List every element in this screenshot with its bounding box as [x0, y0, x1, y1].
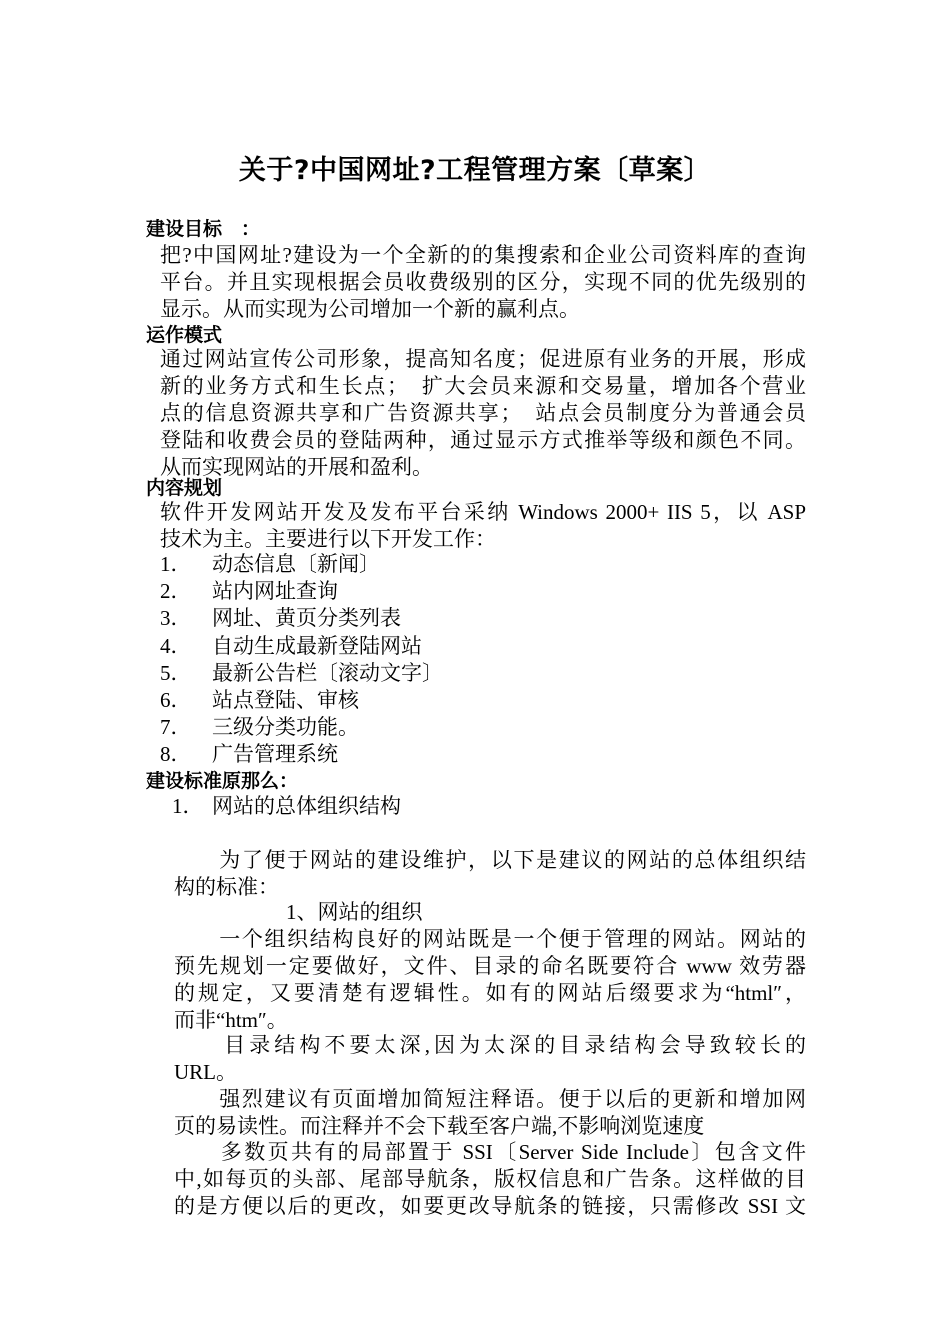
list-item [160, 741, 443, 768]
list-number: 3． [160, 606, 192, 631]
heading-mode: 运作模式 [146, 324, 223, 346]
text-line: 页的易读性。而注释并不会下载至客户端,不影响浏览速度 [174, 1114, 705, 1138]
subheading-text: 1、网站的组织 [286, 900, 423, 924]
content-list [160, 551, 443, 769]
list-text: 自动生成最新登陆网站 [212, 633, 422, 658]
text-line: 新的业务方式和生长点； 扩大会员来源和交易量，增加各个营业 [160, 374, 806, 398]
list-text: 广告管理系统 [212, 742, 338, 767]
list-text: 三级分类功能。 [212, 715, 359, 740]
goal-paragraph [160, 242, 806, 323]
text-line: 显示。从而实现为公司增加一个新的赢利点。 [160, 297, 580, 321]
list-text: 动态信息〔新闻〕 [212, 552, 380, 576]
text-line: URL。 [174, 1060, 237, 1084]
list-item [160, 633, 443, 660]
text-line: 点的信息资源共享和广告资源共享； 站点会员制度分为普通会员 [160, 401, 806, 425]
document-title: 关于?中国网址?工程管理方案〔草案〕 [238, 155, 712, 186]
standard-subheading [286, 899, 686, 926]
list-item [172, 793, 401, 820]
list-number: 5． [160, 660, 192, 685]
list-text: 网站的总体组织结构 [212, 794, 401, 818]
standard-list [172, 793, 401, 820]
list-item [160, 578, 443, 605]
text-line: 为了便于网站的建设维护，以下是建议的网站的总体组织结 [174, 848, 806, 872]
text-line: 从而实现网站的开展和盈利。 [160, 455, 433, 479]
text-line: 而非“htm″。 [174, 1008, 288, 1032]
text-line: 登陆和收费会员的登陆两种，通过显示方式推举等级和颜色不同。 [160, 428, 806, 452]
list-item [160, 605, 443, 632]
heading-content: 内容规划 [146, 477, 223, 499]
list-text: 网址、黄页分类列表 [212, 606, 401, 631]
list-number: 1． [172, 794, 204, 818]
text-line: 通过网站宣传公司形象，提高知名度；促进原有业务的开展，形成 [160, 347, 806, 371]
text-line: 的规定，又要清楚有逻辑性。如有的网站后缀要求为“html″， [174, 981, 806, 1005]
list-item [160, 660, 443, 687]
text-line: 目录结构不要太深,因为太深的目录结构会导致较长的 [174, 1033, 806, 1057]
list-text: 站内网址查询 [212, 579, 338, 604]
list-number: 4． [160, 633, 192, 658]
standard-paragraph-3 [174, 1086, 806, 1140]
list-text: 站点登陆、审核 [212, 688, 359, 713]
list-item [160, 551, 443, 578]
list-number: 7． [160, 715, 192, 740]
text-line: 把?中国网址?建设为一个全新的的集搜索和企业公司资料库的查询 [160, 243, 806, 267]
text-line: 的是方便以后的更改，如要更改导航条的链接，只需修改 SSI 文 [174, 1194, 806, 1218]
text-line: 构的标准： [174, 875, 279, 899]
list-number: 6． [160, 688, 192, 713]
heading-goal: 建设目标 ： [146, 218, 261, 240]
list-item [160, 687, 443, 714]
text-line: 平台。并且实现根据会员收费级别的区分，实现不同的优先级别的 [160, 270, 806, 294]
text-line: 技术为主。主要进行以下开发工作： [160, 527, 496, 551]
standard-paragraph-2 [174, 1032, 806, 1086]
list-number: 8． [160, 742, 192, 767]
text-line: 多数页共有的局部置于 SSI〔Server Side Include〕包含文件 [174, 1140, 806, 1164]
text-line: 一个组织结构良好的网站既是一个便于管理的网站。网站的 [174, 927, 806, 951]
list-number: 1． [160, 552, 192, 576]
text-line: 中,如每页的头部、尾部导航条，版权信息和广告条。这样做的目 [174, 1167, 806, 1191]
standard-paragraph-4 [174, 1139, 806, 1220]
text-line: 软件开发网站开发及发布平台采纳 Windows 2000+ IIS 5，以 ASP [160, 500, 806, 524]
standard-paragraph-1 [174, 926, 806, 1034]
text-line: 强烈建议有页面增加简短注释语。便于以后的更新和增加网 [174, 1087, 806, 1111]
mode-paragraph [160, 346, 806, 481]
list-item [160, 714, 443, 741]
list-number: 2． [160, 579, 192, 604]
standard-intro [174, 847, 806, 901]
content-paragraph [160, 499, 806, 553]
text-line: 预先规划一定要做好，文件、目录的命名既要符合 www 效劳器 [174, 954, 806, 978]
list-text: 最新公告栏〔滚动文字〕 [212, 660, 443, 685]
heading-standard: 建设标准原那么： [146, 770, 299, 792]
